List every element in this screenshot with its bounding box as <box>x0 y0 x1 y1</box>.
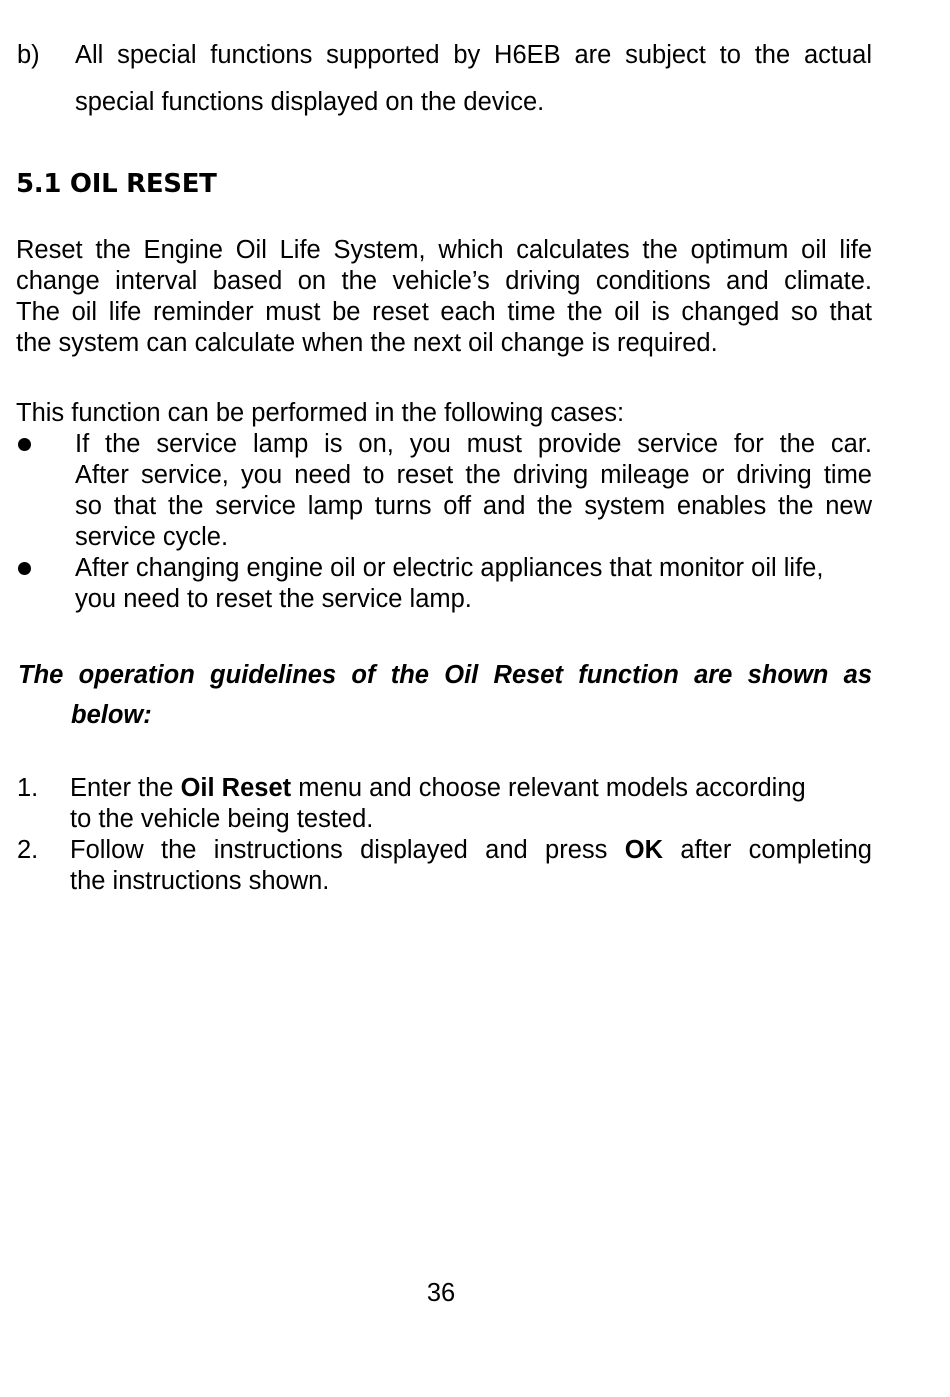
guidelines-line-1: The operation guidelines of the Oil Reset function are shown as <box>18 661 872 689</box>
case-2-line-2: you need to reset the service lamp. <box>75 585 472 613</box>
case-item-2 <box>75 553 872 615</box>
note-line-1: All special functions supported by H6EB are subject to the actual <box>75 41 872 69</box>
step-1-number: 1. <box>17 774 39 802</box>
step-2-bold: OK <box>624 836 663 864</box>
intro-line-1: Reset the Engine Oil Life System, which calculates the optimum oil life <box>16 236 872 264</box>
step-2-line-2: the instructions shown. <box>70 867 330 895</box>
step-1-pre: Enter the <box>70 774 181 802</box>
step-1-bold: Oil Reset <box>180 774 292 802</box>
note-line-2: special functions displayed on the device. <box>75 88 545 116</box>
page-number: 36 <box>426 1279 456 1307</box>
step-2-pre: Follow the instructions displayed and press <box>70 836 625 864</box>
step-2-number: 2. <box>17 836 39 864</box>
case-item-1 <box>75 429 872 553</box>
step-2-line-1 <box>70 835 872 866</box>
intro-line-4: the system can calculate when the next oil change is required. <box>16 329 718 357</box>
guidelines-line-2: below: <box>71 701 152 729</box>
step-1-line-1 <box>70 773 872 804</box>
step-1-line-2: to the vehicle being tested. <box>70 805 374 833</box>
intro-paragraph <box>16 235 872 359</box>
case-1-line-2: After service, you need to reset the driving mileage or driving time <box>75 461 872 489</box>
step-1 <box>70 773 872 835</box>
bullet-icon <box>18 438 31 451</box>
step-2 <box>70 835 872 897</box>
case-1-line-1: If the service lamp is on, you must provide service for the car. <box>75 430 872 458</box>
note-marker: b) <box>17 41 40 69</box>
case-2-line-1: After changing engine oil or electric appliances that monitor oil life, <box>75 554 824 582</box>
intro-line-2: change interval based on the vehicle’s driving conditions and climate. <box>16 267 872 295</box>
cases-lead: This function can be performed in the following cases: <box>16 399 625 427</box>
case-1-line-4: service cycle. <box>75 523 229 551</box>
step-1-post: menu and choose relevant models according <box>291 774 806 802</box>
case-1-line-3: so that the service lamp turns off and the system enables the new <box>75 492 872 520</box>
bullet-icon <box>18 562 31 575</box>
intro-line-3: The oil life reminder must be reset each time the oil is changed so that <box>16 298 872 326</box>
section-title: 5.1 OIL RESET <box>16 169 217 199</box>
step-2-post: after completing <box>662 836 872 864</box>
